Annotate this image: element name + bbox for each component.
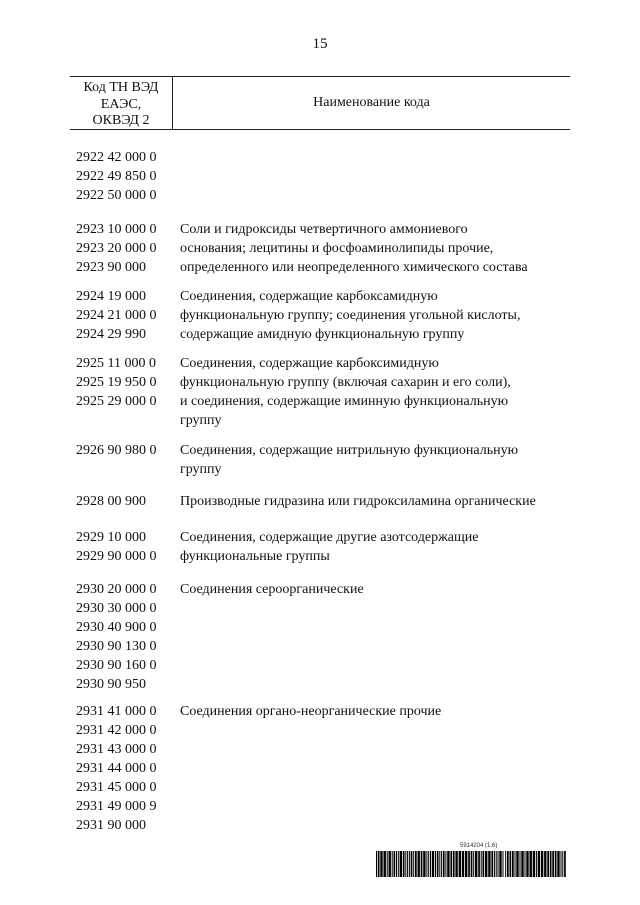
barcode-icon	[376, 851, 568, 877]
row-codes: 2922 42 000 0 2922 49 850 0 2922 50 000 0	[76, 150, 157, 203]
barcode-label: 5914204 (1.6)	[460, 843, 498, 849]
row-description: Соли и гидроксиды четвертичного аммониевого основания; лецитины и фосфоаминолипиды прочие, определенного или неопределенного химического состава	[180, 222, 528, 275]
row-description: Соединения органо-неорганические прочие	[180, 704, 442, 719]
column-header-code: Код ТН ВЭД ЕАЭС, ОКВЭД 2	[83, 80, 159, 128]
row-codes: 2924 19 000 2924 21 000 0 2924 29 990	[76, 289, 157, 342]
row-codes: 2931 41 000 0 2931 42 000 0 2931 43 000 0 2931 44 000 0 2931 45 000 0 2931 49 000 9 2931 90 000	[76, 704, 157, 833]
row-description: Производные гидразина или гидроксиламина органические	[180, 494, 536, 509]
column-header-name: Наименование кода	[313, 94, 430, 110]
row-description: Соединения, содержащие нитрильную функциональную группу	[180, 443, 519, 477]
row-codes: 2930 20 000 0 2930 30 000 0 2930 40 900 0 2930 90 130 0 2930 90 160 0 2930 90 950	[76, 582, 157, 692]
page-number: 15	[312, 36, 328, 52]
row-codes: 2929 10 000 2929 90 000 0	[76, 530, 157, 564]
row-codes: 2928 00 900	[76, 494, 146, 509]
row-description: Соединения сероорганические	[180, 582, 364, 597]
row-description: Соединения, содержащие карбоксимидную функциональную группу (включая сахарин и его соли), и соединения, содержащие иминную функциональную группу	[180, 356, 511, 428]
row-description: Соединения, содержащие карбоксамидную функциональную группу; соединения угольной кислоты, содержащие амидную функциональную группу	[180, 289, 521, 342]
row-codes: 2923 10 000 0 2923 20 000 0 2923 90 000	[76, 222, 157, 275]
row-codes: 2925 11 000 0 2925 19 950 0 2925 29 000 0	[76, 356, 157, 409]
row-codes: 2926 90 980 0	[76, 443, 157, 458]
row-description: Соединения, содержащие другие азотсодержащие функциональные группы	[180, 530, 479, 564]
